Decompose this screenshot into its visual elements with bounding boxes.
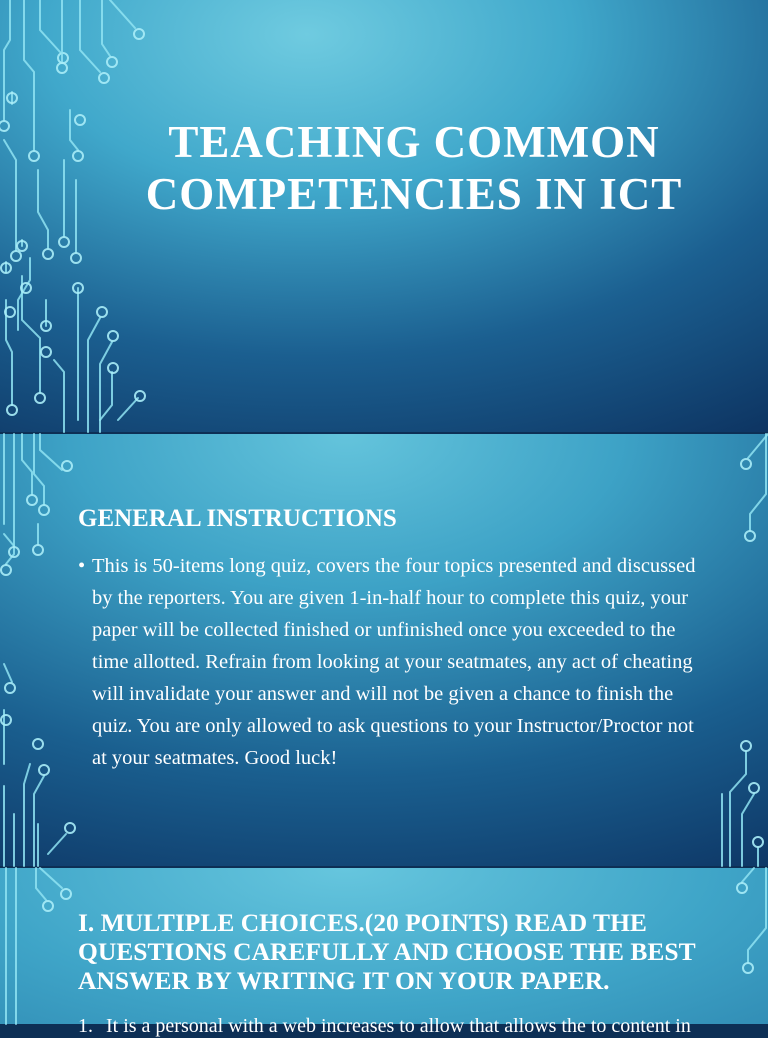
question-text: It is a personal with a web increases to allow that allows the to content in bbox=[106, 1015, 691, 1037]
circuit-decoration-left bbox=[0, 434, 90, 866]
quiz-heading: I. MULTIPLE CHOICES.(20 POINTS) READ THE QUESTIONS CAREFULLY AND CHOOSE THE BEST ANSWER BY WRITING IT ON YOUR PAPER. bbox=[78, 908, 696, 995]
instruction-text: This is 50-items long quiz, covers the four topics presented and discussed by the reporters. You are given 1-in-half hour to complete this quiz, your paper will be collected finished or unfinished once you exceeded to the time allotted. Refrain from looking at your seatmates, any act of cheating will invalidate your answer and will not be given a chance to finish the quiz. You are only allowed to ask questions to your Instructor/Proctor not at your seatmates. Good luck! bbox=[92, 555, 696, 769]
circuit-decoration-right bbox=[708, 434, 768, 866]
instruction-bullet bbox=[78, 550, 698, 774]
title-slide bbox=[0, 0, 768, 432]
question-number: 1. bbox=[78, 1015, 93, 1037]
instructions-slide bbox=[0, 434, 768, 866]
bullet-marker: • bbox=[78, 555, 86, 577]
quiz-slide bbox=[0, 868, 768, 1037]
section-heading: GENERAL INSTRUCTIONS bbox=[78, 505, 397, 532]
circuit-decoration-left bbox=[0, 868, 80, 1024]
slide-title: TEACHING COMMON COMPETENCIES IN ICT bbox=[145, 117, 683, 219]
